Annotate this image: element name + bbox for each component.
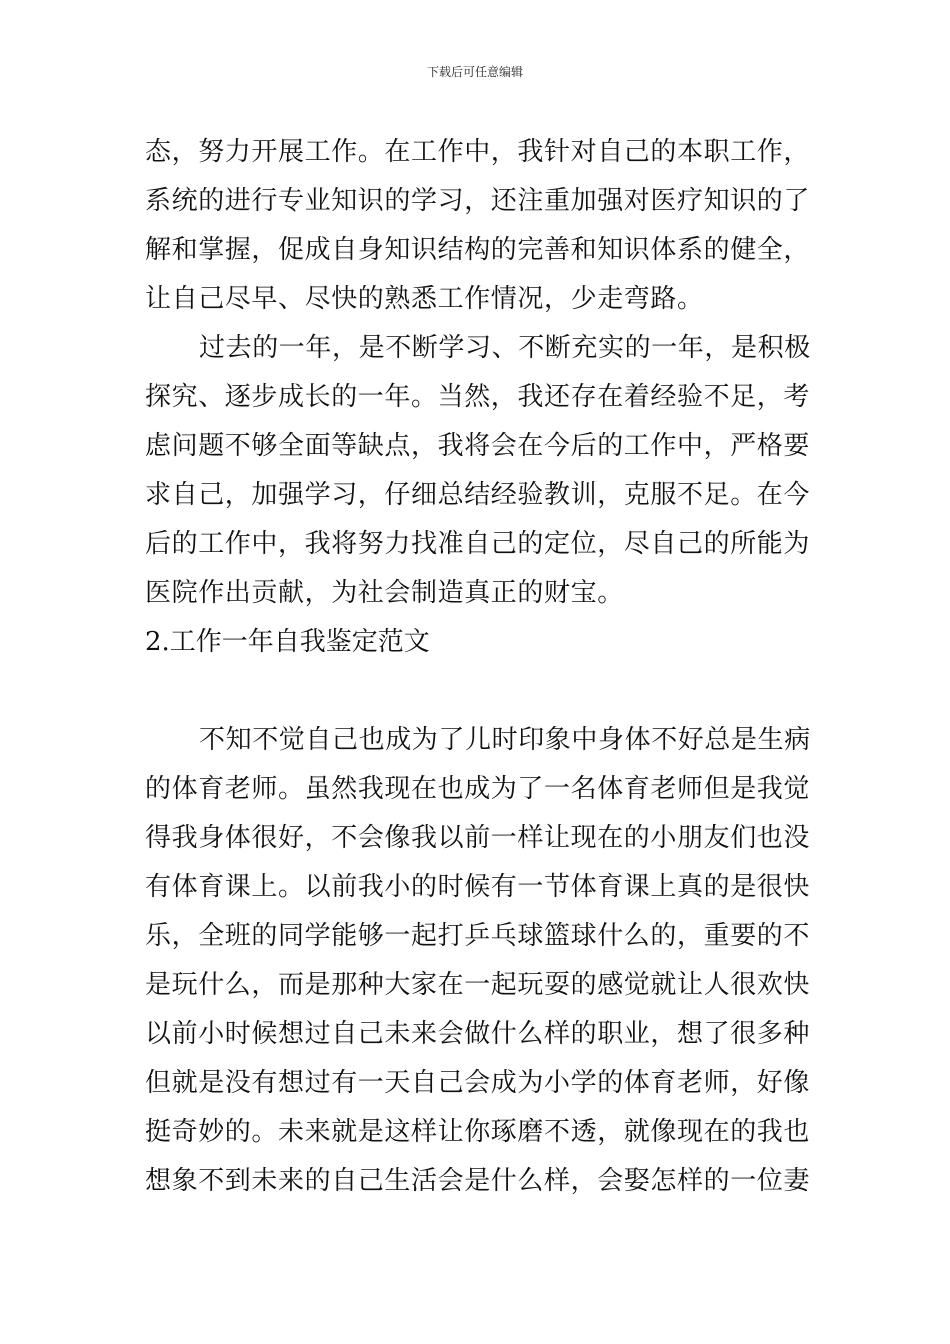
text-line: 想象不到未来的自己生活会是什么样，会娶怎样的一位妻 xyxy=(145,1166,811,1196)
text-line: 虑问题不够全面等缺点，我将会在今后的工作中，严格要 xyxy=(145,431,811,461)
section-heading: 2.工作一年自我鉴定范文 xyxy=(145,627,430,657)
text-line: 医院作出贡献，为社会制造真正的财宝。 xyxy=(145,578,624,608)
paragraph-3 xyxy=(145,716,815,1206)
text-line: 乐，全班的同学能够一起打乒乓球篮球什么的，重要的不 xyxy=(145,921,811,951)
text-line: 过去的一年，是不断学习、不断充实的一年，是积极 xyxy=(199,333,811,363)
text-line: 挺奇妙的。未来就是这样让你琢磨不透，就像现在的我也 xyxy=(145,1117,811,1147)
text-line: 但就是没有想过有一天自己会成为小学的体育老师，好像 xyxy=(145,1068,811,1098)
text-line: 的体育老师。虽然我现在也成为了一名体育老师但是我觉 xyxy=(145,774,811,804)
text-line: 以前小时候想过自己未来会做什么样的职业，想了很多种 xyxy=(145,1019,811,1049)
blank-line xyxy=(145,667,815,716)
text-line: 态，努力开展工作。在工作中，我针对自己的本职工作， xyxy=(145,137,811,167)
text-line: 解和掌握，促成自身知识结构的完善和知识体系的健全， xyxy=(145,235,811,265)
text-line: 让自己尽早、尽快的熟悉工作情况，少走弯路。 xyxy=(145,284,704,314)
text-line: 探究、逐步成长的一年。当然，我还存在着经验不足，考 xyxy=(145,382,811,412)
text-line: 不知不觉自己也成为了儿时印象中身体不好总是生病 xyxy=(199,725,811,755)
text-line: 得我身体很好，不会像我以前一样让现在的小朋友们也没 xyxy=(145,823,811,853)
text-line: 系统的进行专业知识的学习，还注重加强对医疗知识的了 xyxy=(145,186,811,216)
paragraph-2 xyxy=(145,324,815,618)
page-header: 下载后可任意编辑 xyxy=(426,65,523,79)
text-line: 有体育课上。以前我小的时候有一节体育课上真的是很快 xyxy=(145,872,811,902)
text-line: 求自己，加强学习，仔细总结经验教训，克服不足。在今 xyxy=(145,480,811,510)
text-line: 后的工作中，我将努力找准自己的定位，尽自己的所能为 xyxy=(145,529,811,559)
document-body xyxy=(145,128,815,1206)
text-line: 是玩什么，而是那种大家在一起玩耍的感觉就让人很欢快 xyxy=(145,970,811,1000)
paragraph-1 xyxy=(145,128,815,324)
